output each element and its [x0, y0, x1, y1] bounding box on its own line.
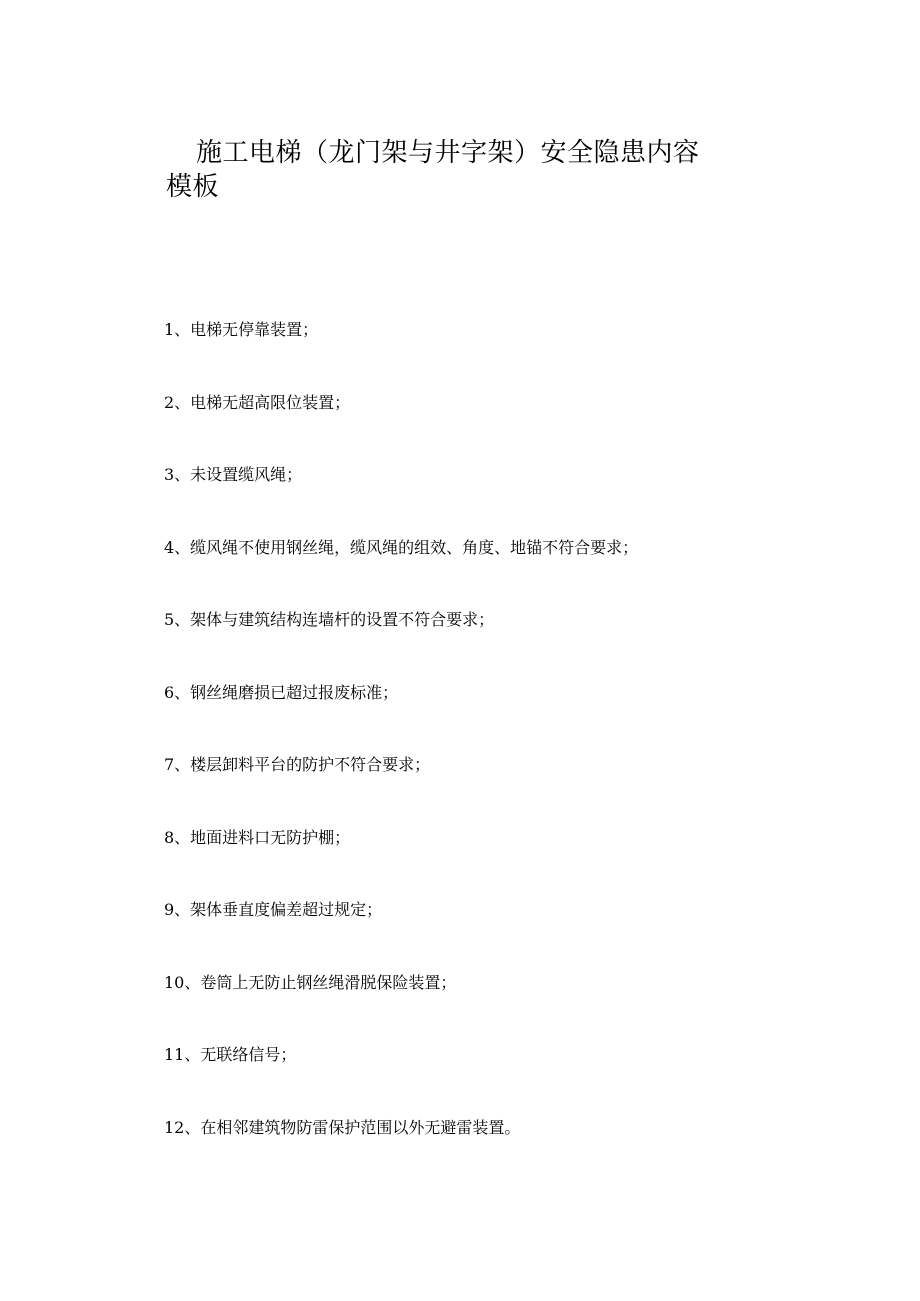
list-item: 9、架体垂直度偏差超过规定；	[164, 900, 383, 919]
list-item: 11、无联络信号；	[164, 1045, 297, 1064]
list-item: 6、钢丝绳磨损已超过报废标准；	[164, 682, 399, 702]
list-item: 10、卷筒上无防止钢丝绳滑脱保险装置；	[164, 972, 457, 992]
list-item: 12、在相邻建筑物防雷保护范围以外无避雷装置。	[164, 1117, 521, 1137]
list-item: 2、电梯无超高限位装置；	[164, 392, 351, 412]
list-item: 3、未设置缆风绳；	[164, 465, 303, 484]
list-item: 7、楼层卸料平台的防护不符合要求；	[164, 755, 431, 774]
list-item: 8、地面进料口无防护棚；	[164, 827, 351, 847]
hazard-list	[164, 318, 764, 1188]
document-title: 施工电梯（龙门架与井字架）安全隐患内容模板	[166, 138, 700, 202]
list-item: 4、缆风绳不使用钢丝绳，缆风绳的组效、角度、地锚不符合要求；	[164, 537, 639, 557]
list-item: 5、架体与建筑结构连墙杆的设置不符合要求；	[164, 610, 495, 629]
list-item: 1、电梯无停靠装置；	[164, 320, 319, 339]
